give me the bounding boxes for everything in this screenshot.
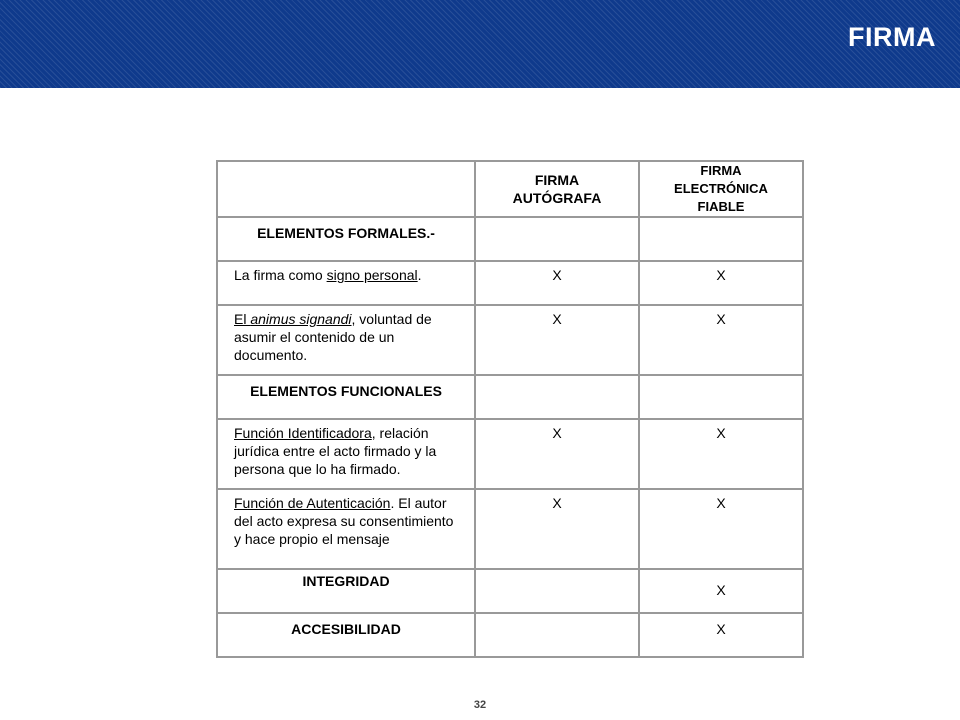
comparison-table — [216, 160, 804, 658]
slide-title: FIRMA — [848, 22, 936, 52]
underlined-term: Función Identificadora — [234, 425, 372, 441]
row-signo-personal — [217, 261, 475, 305]
section-integridad: INTEGRIDAD — [217, 569, 475, 613]
table-row — [217, 305, 803, 375]
header-electronica-line2: ELECTRÓNICA — [674, 181, 768, 196]
header-electronica-line1: FIRMA — [700, 163, 742, 178]
header-autografa-line1: FIRMA — [534, 172, 580, 188]
section-elementos-formales: ELEMENTOS FORMALES.- — [217, 217, 475, 261]
row-text: , relación jurídica entre el acto firmado y la persona que lo ha firmado. — [234, 425, 437, 477]
table-row — [217, 419, 803, 489]
table-row — [217, 375, 803, 419]
header-autografa-line2: AUTÓGRAFA — [512, 190, 602, 206]
cell-autografa-mark — [475, 569, 639, 613]
row-text: . El autor del acto expresa su consentimiento y hace propio el mensaje — [234, 495, 454, 547]
cell-autografa-mark: X — [475, 419, 639, 489]
cell-electronica-mark: X — [639, 261, 803, 305]
cell-electronica-mark: X — [639, 613, 803, 657]
table-row — [217, 217, 803, 261]
cell-autografa-mark — [475, 613, 639, 657]
row-text: . — [417, 267, 422, 283]
row-funcion-autenticacion — [217, 489, 475, 569]
header-empty-cell — [217, 161, 475, 217]
table-row — [217, 489, 803, 569]
cell-empty — [639, 217, 803, 261]
cell-autografa-mark: X — [475, 261, 639, 305]
cell-electronica-mark: X — [639, 569, 803, 613]
italic-term: animus signandi — [250, 311, 352, 327]
row-animus-signandi — [217, 305, 475, 375]
header-firma-electronica — [639, 161, 803, 217]
cell-empty — [475, 217, 639, 261]
row-text: El — [234, 311, 251, 327]
table-row — [217, 261, 803, 305]
header-band — [0, 0, 960, 88]
table-header-row — [217, 161, 803, 217]
cell-empty — [475, 375, 639, 419]
table-row — [217, 569, 803, 613]
header-electronica-line3: FIABLE — [697, 199, 745, 214]
table-row — [217, 613, 803, 657]
underlined-term: signo personal — [326, 267, 418, 283]
section-elementos-funcionales: ELEMENTOS FUNCIONALES — [217, 375, 475, 419]
cell-electronica-mark: X — [639, 305, 803, 375]
cell-autografa-mark: X — [475, 305, 639, 375]
underlined-term — [234, 311, 352, 327]
underlined-term: Función de Autenticación — [234, 495, 391, 511]
row-text: , voluntad de asumir el contenido de un documento. — [234, 311, 432, 363]
cell-electronica-mark: X — [639, 489, 803, 569]
header-firma-autografa — [475, 161, 639, 217]
section-accesibilidad: ACCESIBILIDAD — [217, 613, 475, 657]
cell-empty — [639, 375, 803, 419]
page-number: 32 — [473, 699, 487, 711]
cell-electronica-mark: X — [639, 419, 803, 489]
cell-autografa-mark: X — [475, 489, 639, 569]
row-text: La firma como — [234, 267, 327, 283]
row-funcion-identificadora — [217, 419, 475, 489]
